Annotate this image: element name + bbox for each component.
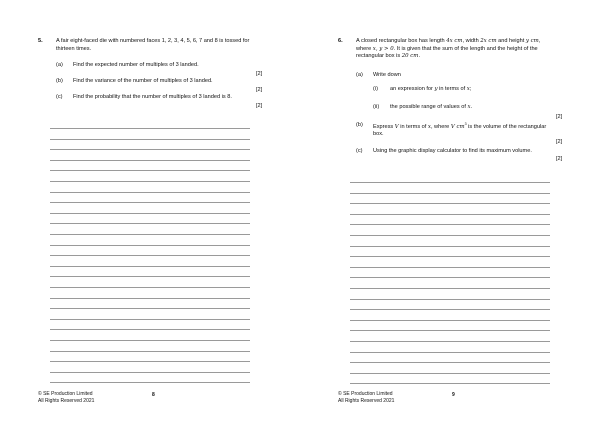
part-label: (b) (356, 122, 363, 128)
stem-text: rectangular box is (356, 53, 402, 60)
answer-line (50, 213, 250, 214)
marks: [2] (256, 71, 263, 77)
answer-line (50, 361, 250, 362)
answer-line (50, 192, 250, 193)
answer-line (50, 223, 250, 224)
stem-text: , width (462, 38, 481, 44)
marks: [2] (556, 156, 563, 162)
stem-text: A closed rectangular box has length (356, 38, 447, 44)
sub-text-run: the possible range of values of (390, 104, 468, 110)
part-label: (a) (56, 62, 63, 68)
sub-text-run: an expression for (390, 86, 435, 92)
math-expr: 2x cm (480, 38, 497, 44)
answer-line (50, 160, 250, 161)
superscript: 3 (464, 122, 467, 126)
answer-line (350, 309, 550, 310)
answer-line (350, 383, 550, 384)
marks: [2] (256, 103, 263, 109)
text-run: , where (430, 123, 451, 130)
answer-line (350, 299, 550, 300)
answer-line (50, 382, 250, 383)
unit: cm (454, 123, 465, 130)
answer-line (50, 308, 250, 309)
question-number: 5. (38, 38, 43, 44)
footer (38, 391, 94, 404)
math-var: x (467, 104, 471, 110)
marks: [2] (556, 139, 563, 145)
answer-line (50, 329, 250, 330)
answer-line (350, 203, 550, 204)
answer-line (50, 170, 250, 171)
answer-line (50, 287, 250, 288)
answer-line (50, 276, 250, 277)
sub-text-run: ; (469, 86, 472, 92)
answer-line (50, 319, 250, 320)
answer-line (50, 372, 250, 373)
text-run: in terms of (398, 123, 428, 130)
text-run: Express (373, 123, 395, 130)
answer-line (50, 139, 250, 140)
answer-line (350, 288, 550, 289)
answer-line (50, 351, 250, 352)
page-number: 9 (452, 392, 455, 398)
answer-line (350, 246, 550, 247)
rights: All Rights Reserved 2021 (38, 397, 95, 404)
answer-line (50, 298, 250, 299)
answer-line (50, 245, 250, 246)
part-text: Using the graphic display calculator to find its maximum volume. (373, 148, 532, 154)
copyright: © SE Production Limited (38, 391, 93, 397)
sub-label: (i) (373, 86, 378, 92)
right-page (300, 0, 600, 424)
part-text: Write down (373, 72, 401, 78)
part-text-line: box. (373, 131, 384, 138)
stem-text: . (418, 53, 420, 60)
part-text: Find the probability that the number of multiples of 3 landed is 8. (73, 94, 232, 100)
part-label: (c) (356, 148, 363, 154)
stem-text: , (538, 38, 541, 44)
answer-line (50, 340, 250, 341)
answer-line (50, 266, 250, 267)
answer-line (350, 320, 550, 321)
part-label: (b) (56, 78, 63, 84)
stem-text: and height (496, 38, 526, 44)
answer-line (350, 341, 550, 342)
part-label: (c) (56, 94, 63, 100)
math-var: x (466, 86, 470, 92)
answer-line (50, 128, 250, 129)
answer-line (50, 181, 250, 182)
sub-text-run: in terms of (437, 86, 467, 92)
math-expr: 4x cm (446, 38, 463, 44)
sub-label: (ii) (373, 104, 380, 110)
answer-line (350, 224, 550, 225)
part-label: (a) (356, 72, 363, 78)
answer-line (350, 277, 550, 278)
answer-line (350, 193, 550, 194)
answer-line (350, 256, 550, 257)
marks: [2] (556, 114, 563, 120)
marks: [2] (256, 87, 263, 93)
answer-line (50, 255, 250, 256)
stem-text: where (356, 45, 373, 52)
math-expr: 20 cm (401, 53, 419, 60)
answer-line (50, 202, 250, 203)
answer-line (350, 182, 550, 183)
sub-text-run: . (470, 104, 473, 110)
part-text: Find the expected number of multiples of 3 landed. (73, 62, 199, 68)
math-var: V (450, 123, 455, 130)
math-var: x (427, 123, 431, 130)
text-run: is the volume of the rectangular (466, 123, 547, 130)
footer (338, 391, 394, 404)
math-expr: x, y > 0 (372, 45, 394, 52)
rights: All Rights Reserved 2021 (338, 397, 395, 404)
question-number: 6. (338, 38, 343, 44)
page-number: 8 (152, 392, 155, 398)
stem-line: A fair eight-faced die with numbered faces 1, 2, 3, 4, 5, 6, 7 and 8 is tossed for (56, 38, 250, 44)
answer-line (350, 352, 550, 353)
math-var: V (394, 123, 399, 130)
copyright: © SE Production Limited (338, 391, 393, 397)
stem-text: . It is given that the sum of the length and the height of the (393, 45, 538, 52)
answer-line (350, 373, 550, 374)
math-expr: y cm (525, 38, 539, 44)
answer-lines (350, 0, 550, 424)
answer-line (350, 267, 550, 268)
answer-line (350, 362, 550, 363)
answer-line (350, 330, 550, 331)
answer-line (50, 149, 250, 150)
answer-line (350, 235, 550, 236)
math-var: y (434, 86, 438, 92)
stem-line: thirteen times. (56, 45, 92, 52)
answer-lines (50, 0, 250, 424)
part-text: Find the variance of the number of multiples of 3 landed. (73, 78, 213, 84)
answer-line (50, 234, 250, 235)
answer-line (350, 214, 550, 215)
